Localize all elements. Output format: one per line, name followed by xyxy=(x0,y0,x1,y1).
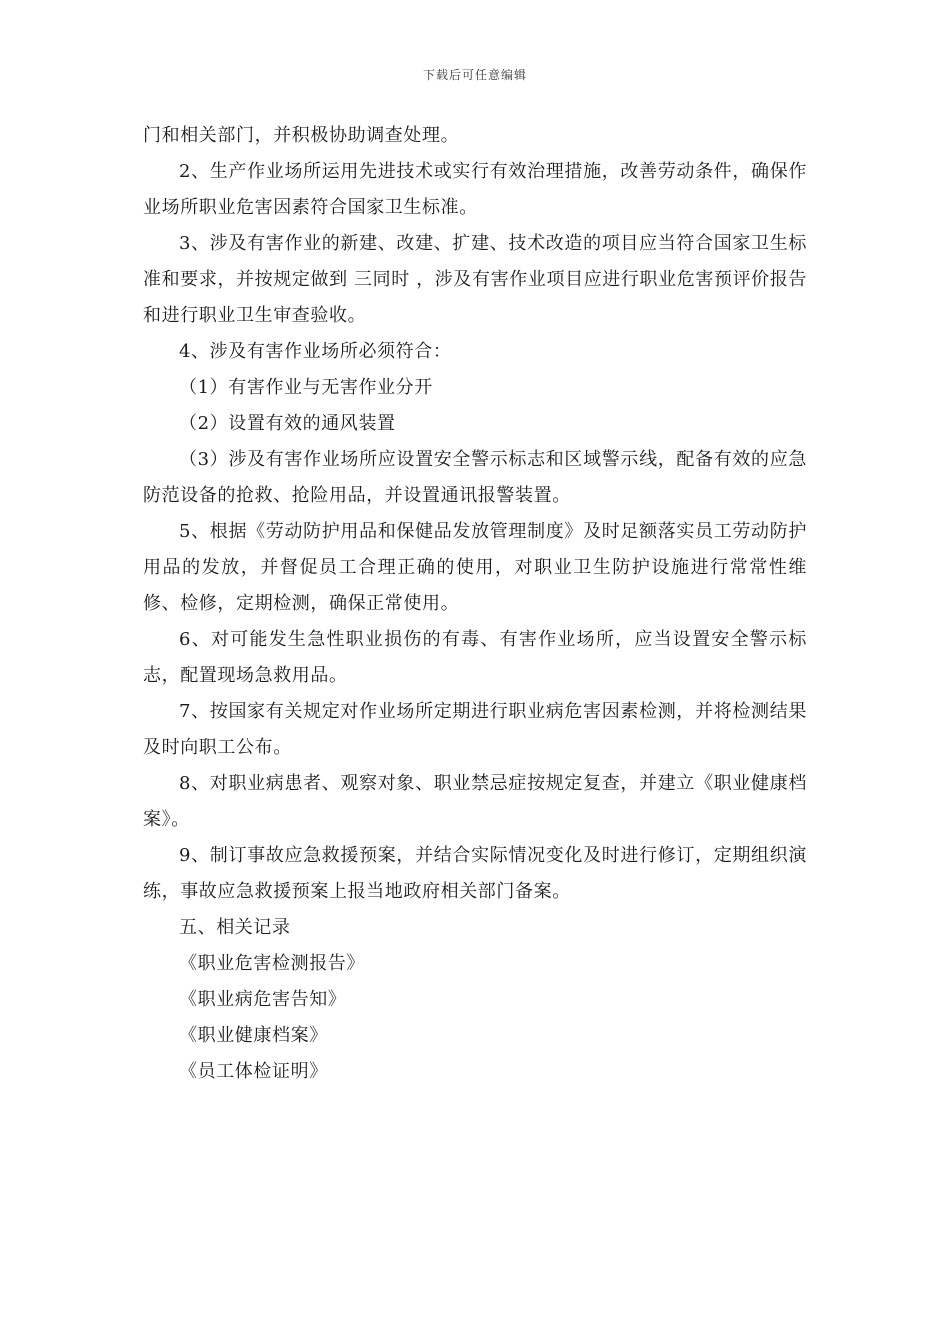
record-item: 《职业危害检测报告》 xyxy=(179,953,365,974)
section-heading-records: 五、相关记录 xyxy=(179,917,291,938)
paragraph-sub-item-3: （3）涉及有害作业场所应设置安全警示标志和区域警示线，配备有效的应急防范设备的抢救、抢险用品，并设置通讯报警装置。 xyxy=(143,449,807,506)
paragraph-item-6: 6、对可能发生急性职业损伤的有毒、有害作业场所，应当设置安全警示标志，配置现场急救用品。 xyxy=(143,629,807,686)
paragraph-item-9: 9、制订事故应急救援预案，并结合实际情况变化及时进行修订，定期组织演练，事故应急救援预案上报当地政府相关部门备案。 xyxy=(143,845,807,902)
paragraph-item-8: 8、对职业病患者、观察对象、职业禁忌症按规定复查，并建立《职业健康档案》。 xyxy=(143,773,807,830)
paragraph-item-5: 5、根据《劳动防护用品和保健品发放管理制度》及时足额落实员工劳动防护用品的发放，并督促员工合理正确的使用，对职业卫生防护设施进行常常性维修、检修，定期检测，确保正常使用。 xyxy=(143,521,807,614)
record-item: 《职业病危害告知》 xyxy=(179,989,347,1010)
paragraph-item-4: 4、涉及有害作业场所必须符合： xyxy=(179,341,452,362)
page-header-note: 下载后可任意编辑 xyxy=(422,68,527,82)
paragraph-continuation: 门和相关部门，并积极协助调查处理。 xyxy=(143,125,460,146)
paragraph-item-3: 3、涉及有害作业的新建、改建、扩建、技术改造的项目应当符合国家卫生标准和要求，并按规定做到 三同时 ，涉及有害作业项目应进行职业危害预评价报告和进行职业卫生审查验收。 xyxy=(143,233,807,326)
paragraph-item-2: 2、生产作业场所运用先进技术或实行有效治理措施，改善劳动条件，确保作业场所职业危害因素符合国家卫生标准。 xyxy=(143,161,807,218)
record-item: 《职业健康档案》 xyxy=(179,1025,328,1046)
paragraph-item-7: 7、按国家有关规定对作业场所定期进行职业病危害因素检测，并将检测结果及时向职工公布。 xyxy=(143,701,807,758)
document-body xyxy=(143,118,807,1090)
paragraph-sub-item-2: （2）设置有效的通风装置 xyxy=(179,413,396,434)
record-item: 《员工体检证明》 xyxy=(179,1061,328,1082)
paragraph-sub-item-1: （1）有害作业与无害作业分开 xyxy=(179,377,433,398)
